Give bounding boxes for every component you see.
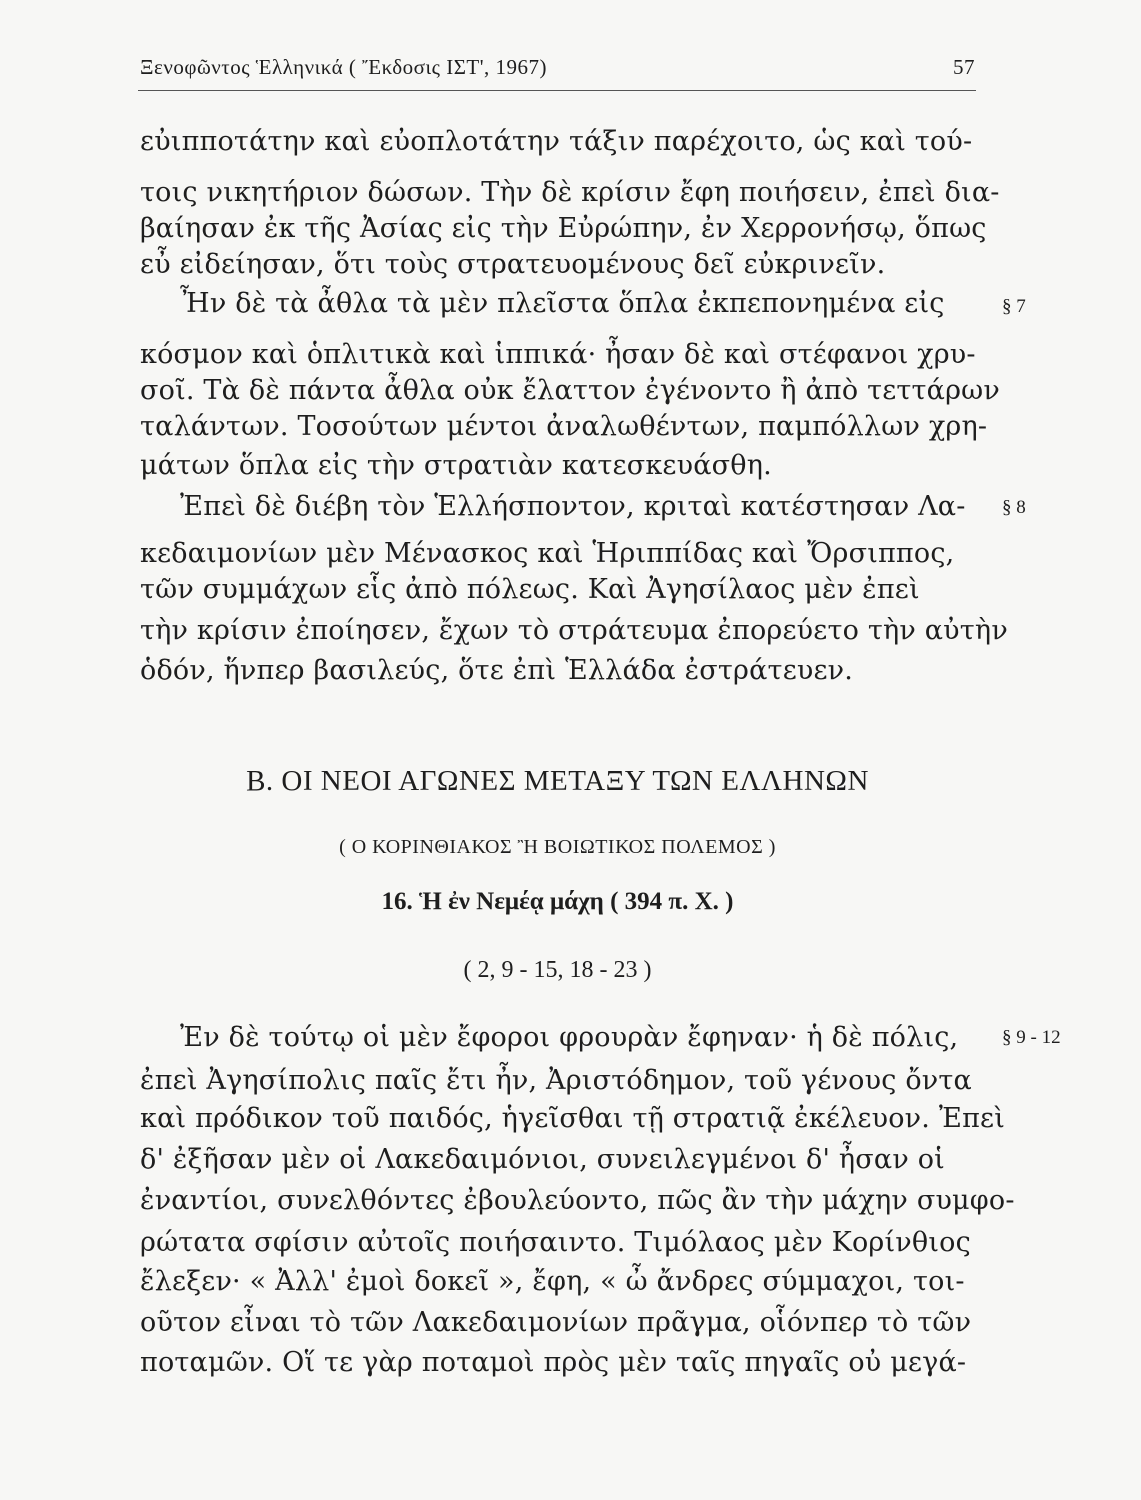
text-line: ἔλεξεν· « Ἀλλ' ἐμοὶ δοκεῖ », ἔφη, « ὦ ἄνδρες σύμμαχοι, τοι-: [140, 1266, 965, 1297]
margin-note-section-8: § 8: [1002, 497, 1026, 518]
page-number: 57: [953, 55, 975, 79]
text-line: Ἐπεὶ δὲ διέβη τὸν Ἑλλήσποντον, κριταὶ κατέστησαν Λα-: [180, 491, 966, 522]
text-line: ρώτατα σφίσιν αὐτοῖς ποιήσαιντο. Τιμόλαος μὲν Κορίνθιος: [140, 1227, 971, 1258]
text-line: καὶ πρόδικον τοῦ παιδός, ἡγεῖσθαι τῇ στρατιᾷ ἐκέλευον. Ἐπεὶ: [140, 1103, 1006, 1134]
section-subheading: ( Ο ΚΟΡΙΝΘΙΑΚΟΣ Ἢ ΒΟΙΩΤΙΚΟΣ ΠΟΛΕΜΟΣ ): [339, 836, 776, 858]
running-header: [140, 55, 975, 80]
text-line: σοῖ. Τὰ δὲ πάντα ἆθλα οὐκ ἔλαττον ἐγένοντο ἢ ἀπὸ τεττάρων: [140, 375, 1001, 406]
text-line: μάτων ὅπλα εἰς τὴν στρατιὰν κατεσκευάσθη.: [140, 450, 772, 481]
text-line: κεδαιμονίων μὲν Μένασκος καὶ Ἡριππίδας καὶ Ὄρσιππος,: [140, 538, 955, 569]
margin-note-section-9-12: § 9 - 12: [1002, 1027, 1061, 1048]
text-line: εὖ εἰδείησαν, ὅτι τοὺς στρατευομένους δεῖ εὐκρινεῖν.: [140, 249, 886, 280]
text-line: Ἐν δὲ τούτῳ οἱ μὲν ἔφοροι φρουρὰν ἔφηναν· ἡ δὲ πόλις,: [180, 1022, 959, 1053]
text-line: τῶν συμμάχων εἷς ἀπὸ πόλεως. Καὶ Ἀγησίλαος μὲν ἐπεὶ: [140, 574, 920, 605]
text-line: ποταμῶν. Οἵ τε γὰρ ποταμοὶ πρὸς μὲν ταῖς πηγαῖς οὐ μεγά-: [140, 1347, 967, 1378]
section-heading: Β. ΟΙ ΝΕΟΙ ΑΓΩΝΕΣ ΜΕΤΑΞΥ ΤΩΝ ΕΛΛΗΝΩΝ: [246, 765, 869, 797]
text-line: Ἦν δὲ τὰ ἆθλα τὰ μὲν πλεῖστα ὅπλα ἐκπεπονημένα εἰς: [180, 288, 945, 319]
margin-note-section-7: § 7: [1002, 296, 1026, 317]
text-line: οῦτον εἶναι τὸ τῶν Λακεδαιμονίων πρᾶγμα, οἷόνπερ τὸ τῶν: [140, 1307, 972, 1338]
source-reference: ( 2, 9 - 15, 18 - 23 ): [463, 957, 652, 983]
text-line: ἐπεὶ Ἀγησίπολις παῖς ἔτι ἦν, Ἀριστόδημον, τοῦ γένους ὄντα: [140, 1065, 972, 1096]
chapter-title: 16. Ἡ ἐν Νεμέᾳ μάχη ( 394 π. Χ. ): [381, 888, 734, 915]
text-line: εὐιπποτάτην καὶ εὐοπλοτάτην τάξιν παρέχοιτο, ὡς καὶ τού-: [140, 126, 973, 157]
text-line: τοις νικητήριον δώσων. Τὴν δὲ κρίσιν ἔφη ποιήσειν, ἐπεὶ δια-: [140, 177, 1000, 208]
text-line: τὴν κρίσιν ἐποίησεν, ἔχων τὸ στράτευμα ἐπορεύετο τὴν αὐτὴν: [140, 615, 1008, 646]
text-line: κόσμον καὶ ὁπλιτικὰ καὶ ἱππικά· ἦσαν δὲ καὶ στέφανοι χρυ-: [140, 339, 976, 370]
text-line: ταλάντων. Τοσούτων μέντοι ἀναλωθέντων, παμπόλλων χρη-: [140, 411, 988, 442]
text-line: ἐναντίοι, συνελθόντες ἐβουλεύοντο, πῶς ἂν τὴν μάχην συμφο-: [140, 1185, 1015, 1216]
header-rule: [138, 90, 976, 91]
text-line: ὁδόν, ἥνπερ βασιλεύς, ὅτε ἐπὶ Ἑλλάδα ἐστράτευεν.: [140, 655, 854, 686]
text-line: δ' ἐξῆσαν μὲν οἱ Λακεδαιμόνιοι, συνειλεγμένοι δ' ἦσαν οἱ: [140, 1144, 945, 1175]
running-title: Ξενοφῶντος Ἑλληνικά ( Ἔκδοσις ΙΣΤ', 1967): [140, 55, 548, 79]
text-line: βαίησαν ἐκ τῆς Ἀσίας εἰς τὴν Εὐρώπην, ἐν Χερρονήσῳ, ὅπως: [140, 213, 987, 244]
